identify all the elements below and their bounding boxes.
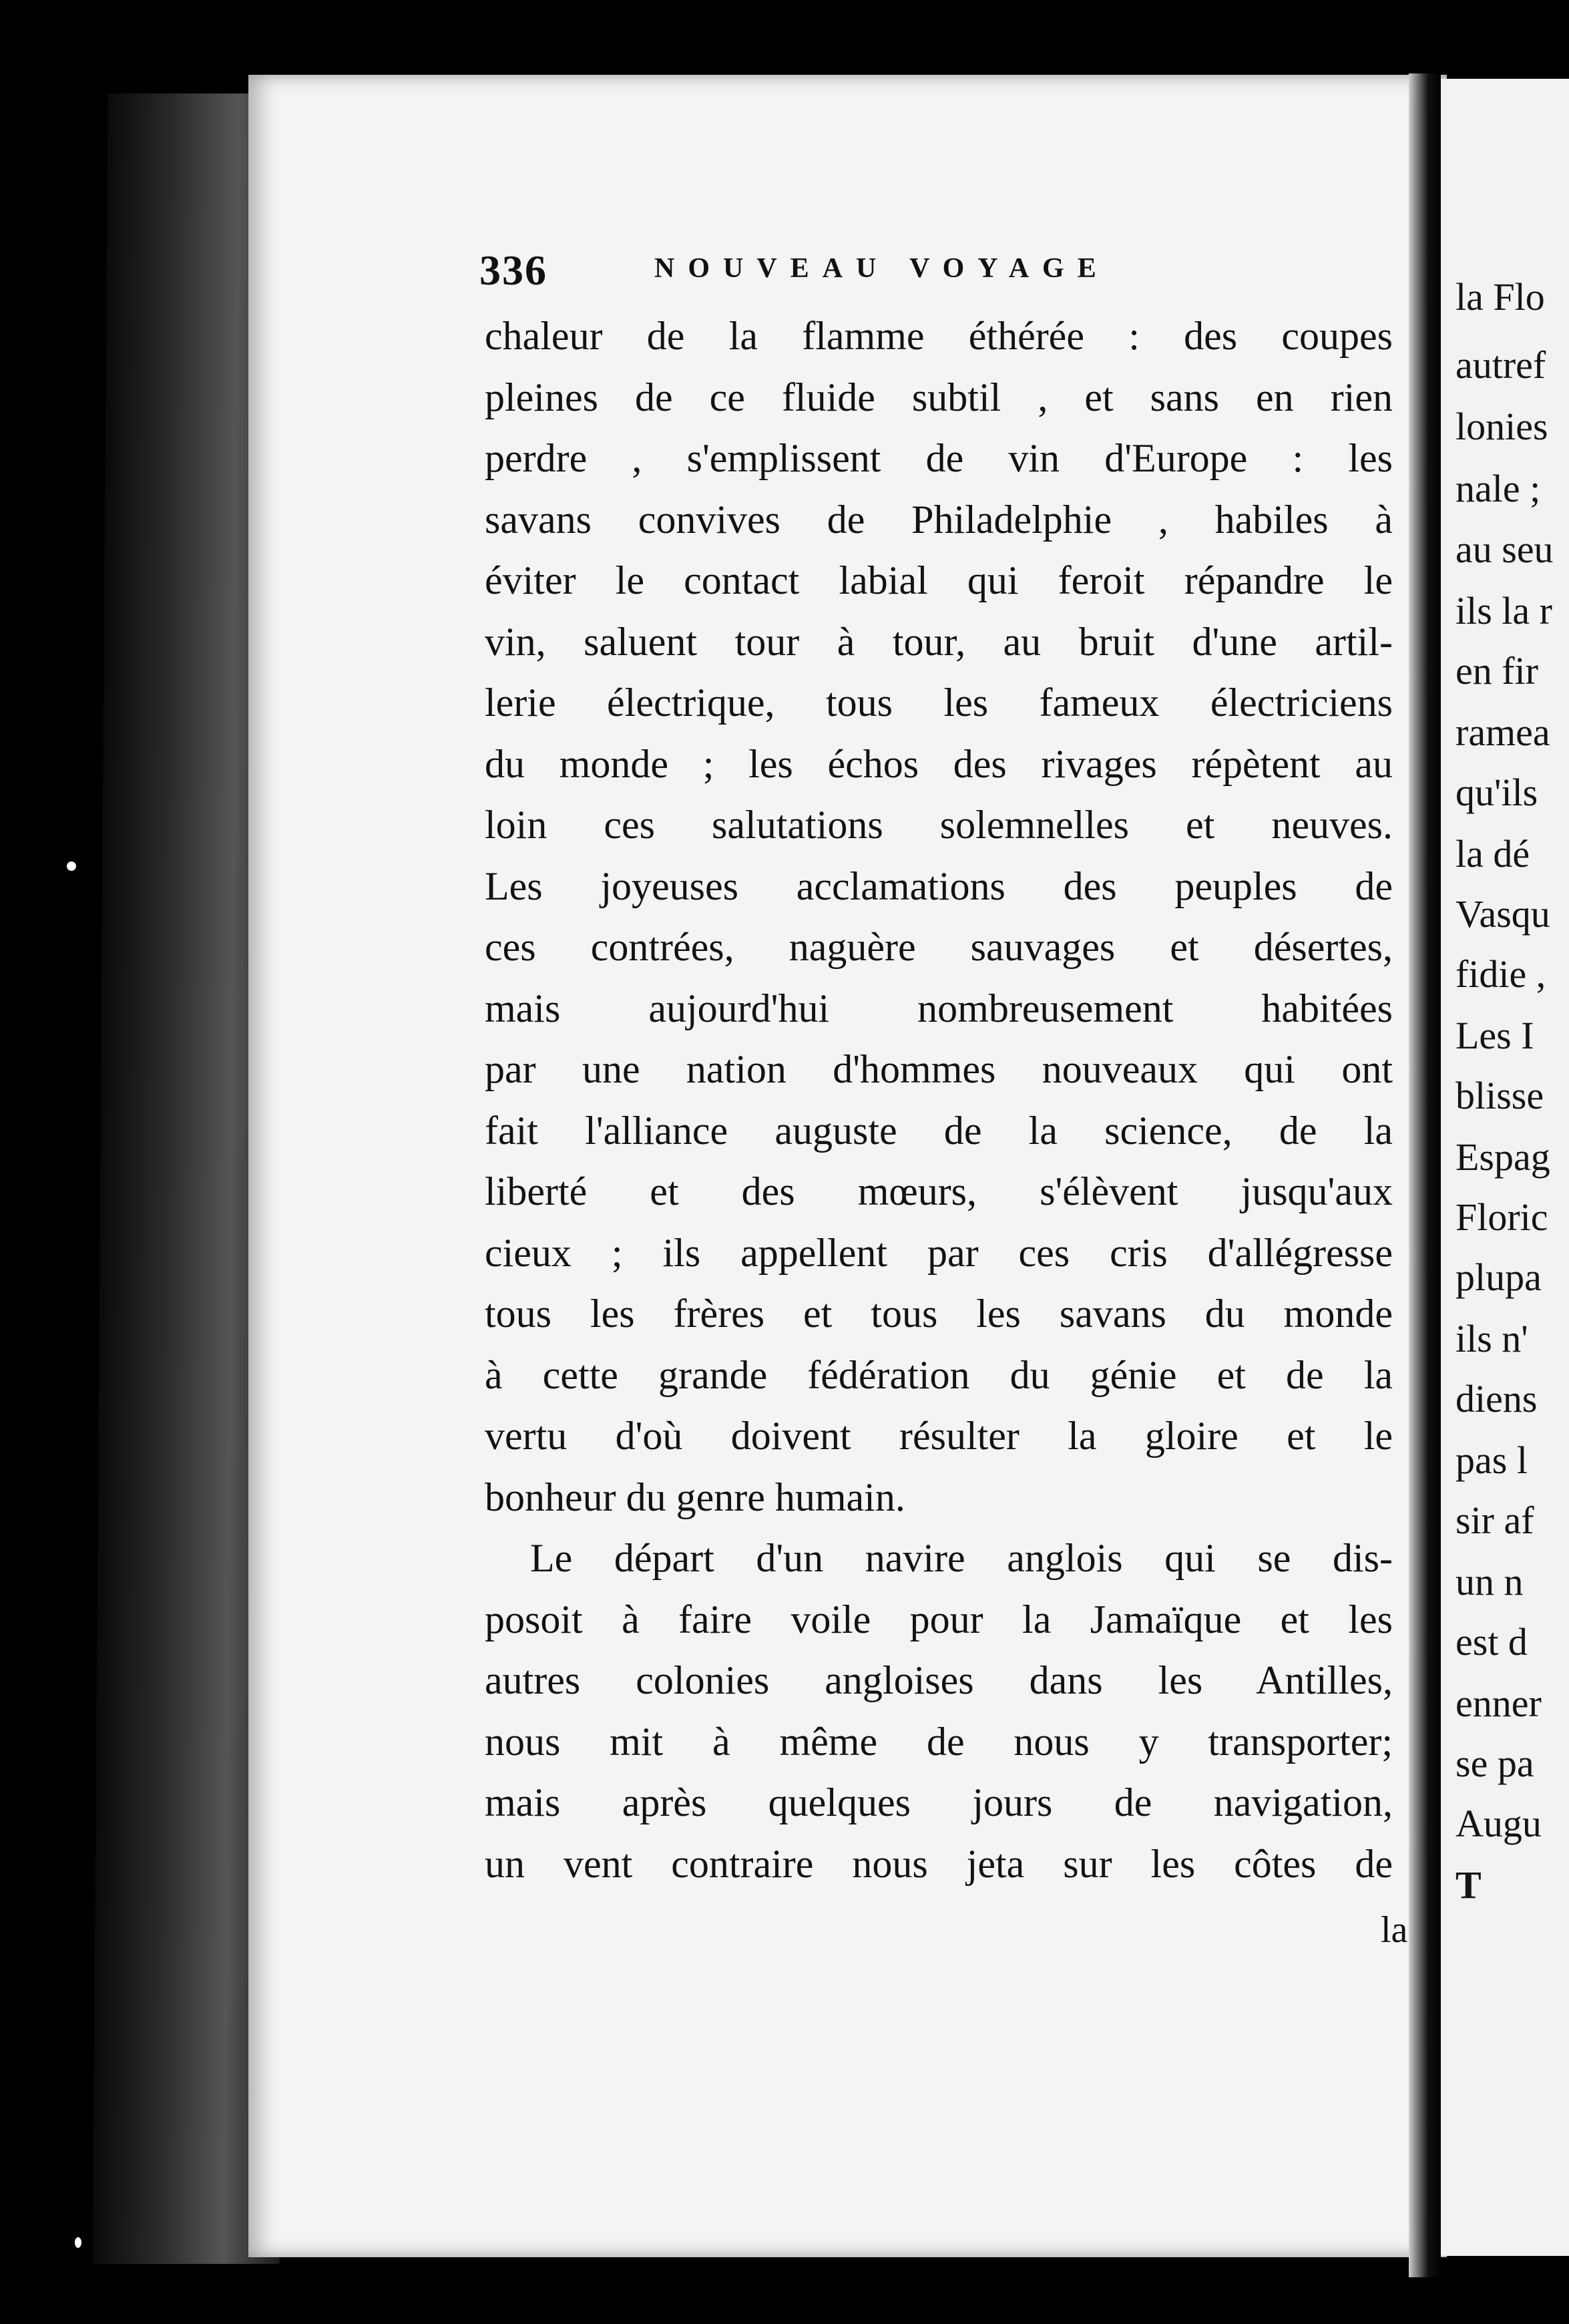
- adjacent-page-line: qu'ils: [1455, 771, 1538, 814]
- text-line: vin, saluent tour à tour, au bruit d'une artil-: [485, 619, 1393, 664]
- text-line: éviter le contact labial qui feroit répandre le: [485, 558, 1393, 602]
- text-line: pleines de ce fluide subtil , et sans en rien: [485, 375, 1393, 419]
- adjacent-page-line: ils n': [1455, 1317, 1528, 1360]
- text-line: mais après quelques jours de navigation,: [485, 1780, 1393, 1824]
- text-line: chaleur de la flamme éthérée : des coupes: [485, 314, 1393, 358]
- text-line: vertu d'où doivent résulter la gloire et le: [485, 1414, 1393, 1458]
- running-title: NOUVEAU VOYAGE: [654, 253, 1110, 284]
- body-text: [485, 306, 1393, 1895]
- adjacent-page-line: Espag: [1455, 1135, 1550, 1179]
- adjacent-page-line: Augu: [1455, 1802, 1542, 1845]
- adjacent-page-line: ils la r: [1455, 589, 1552, 632]
- adjacent-page-line: Les I: [1455, 1014, 1534, 1057]
- text-line: par une nation d'hommes nouveaux qui ont: [485, 1047, 1393, 1091]
- text-line: tous les frères et tous les savans du monde: [485, 1292, 1393, 1336]
- text-line: cieux ; ils appellent par ces cris d'allégresse: [485, 1230, 1393, 1275]
- adjacent-page-line: blisse: [1455, 1074, 1544, 1117]
- text-line: à cette grande fédération du génie et de la: [485, 1352, 1393, 1397]
- adjacent-page-line: est d: [1455, 1620, 1528, 1664]
- adjacent-page-line: diens: [1455, 1377, 1538, 1420]
- page-number: 336: [479, 246, 547, 294]
- text-line: nous mit à même de nous y transporter;: [485, 1719, 1393, 1764]
- scan-speck: [67, 861, 76, 871]
- page-gutter: [1409, 73, 1441, 2277]
- page-header: [479, 246, 1214, 293]
- adjacent-page-line: plupa: [1455, 1255, 1542, 1299]
- catchword: la: [1381, 1909, 1408, 1951]
- adjacent-page-line: lonies: [1455, 405, 1548, 448]
- text-line: ces contrées, naguère sauvages et désertes,: [485, 925, 1393, 969]
- text-line-paragraph-start: Le départ d'un navire anglois qui se dis-: [530, 1536, 1393, 1580]
- text-line: un vent contraire nous jeta sur les côtes de: [485, 1841, 1393, 1886]
- text-line: du monde ; les échos des rivages répètent au: [485, 741, 1393, 786]
- text-line-paragraph-end: bonheur du genre humain.: [485, 1475, 905, 1519]
- adjacent-page-line: sir af: [1455, 1499, 1534, 1542]
- text-line: Les joyeuses acclamations des peuples de: [485, 863, 1393, 908]
- adjacent-page-line: nale ;: [1455, 467, 1541, 510]
- text-line: fait l'alliance auguste de la science, de la: [485, 1108, 1393, 1153]
- adjacent-page-line: Floric: [1455, 1195, 1548, 1239]
- adjacent-page-line: T: [1455, 1863, 1482, 1907]
- adjacent-page-line: Vasqu: [1455, 892, 1550, 936]
- adjacent-page-line: pas l: [1455, 1438, 1528, 1482]
- adjacent-page-line: ramea: [1455, 711, 1550, 754]
- text-line: perdre , s'emplissent de vin d'Europe : les: [485, 436, 1393, 480]
- adjacent-page: [1441, 79, 1569, 2256]
- adjacent-page-line: au seu: [1455, 528, 1554, 571]
- scan-speck: [75, 2237, 81, 2248]
- text-line: liberté et des mœurs, s'élèvent jusqu'aux: [485, 1169, 1393, 1213]
- adjacent-page-line: se pa: [1455, 1742, 1534, 1785]
- text-line: autres colonies angloises dans les Antilles,: [485, 1658, 1393, 1702]
- adjacent-page-line: fidie ,: [1455, 952, 1546, 996]
- text-line: mais aujourd'hui nombreusement habitées: [485, 986, 1393, 1030]
- adjacent-page-line: un n: [1455, 1560, 1524, 1603]
- adjacent-page-line: en fir: [1455, 649, 1538, 693]
- text-line: posoit à faire voile pour la Jamaïque et les: [485, 1597, 1393, 1641]
- adjacent-page-line: la dé: [1455, 832, 1530, 876]
- text-line: lerie électrique, tous les fameux électriciens: [485, 681, 1393, 725]
- text-line: savans convives de Philadelphie , habiles à: [485, 497, 1393, 542]
- adjacent-page-line: enner: [1455, 1682, 1542, 1725]
- adjacent-page-line: autref: [1455, 343, 1546, 387]
- text-line: loin ces salutations solemnelles et neuves.: [485, 803, 1393, 847]
- adjacent-page-line: la Flo: [1455, 275, 1545, 319]
